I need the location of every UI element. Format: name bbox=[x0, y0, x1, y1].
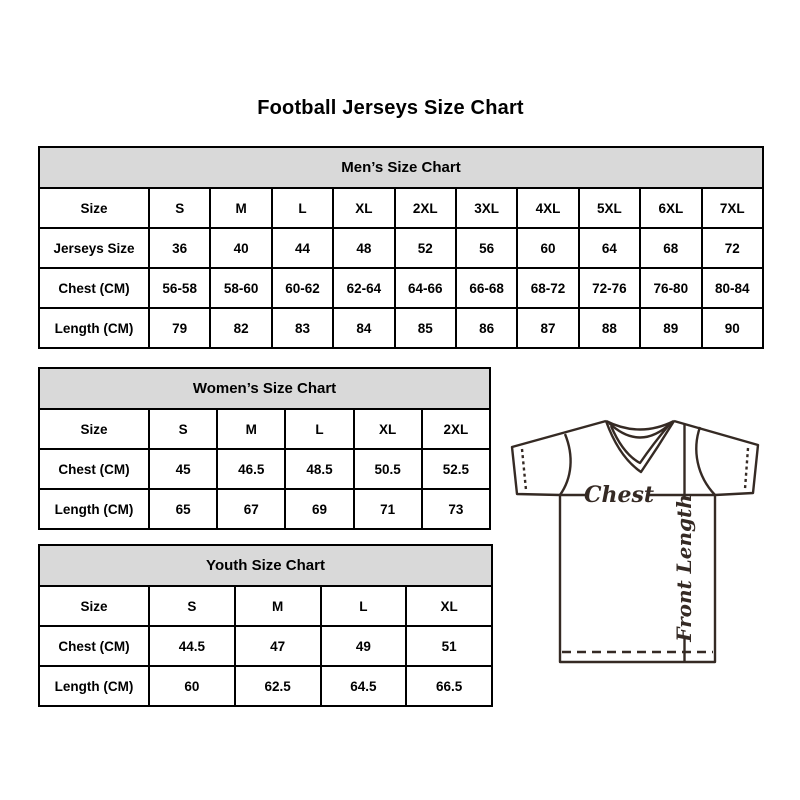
mens-table-title: Men’s Size Chart bbox=[39, 147, 763, 188]
youth-size-table bbox=[38, 544, 493, 707]
row-label: Size bbox=[39, 586, 149, 626]
left-armhole-seam bbox=[560, 434, 571, 495]
table-row bbox=[39, 666, 492, 706]
column-header: S bbox=[149, 188, 210, 228]
table-cell: 64-66 bbox=[395, 268, 456, 308]
table-cell: 60 bbox=[149, 666, 235, 706]
table-cell: 83 bbox=[272, 308, 333, 348]
row-label: Chest (CM) bbox=[39, 449, 149, 489]
table-cell: 65 bbox=[149, 489, 217, 529]
row-label: Length (CM) bbox=[39, 308, 149, 348]
column-header: XL bbox=[333, 188, 394, 228]
table-cell: 56 bbox=[456, 228, 517, 268]
column-header: 3XL bbox=[456, 188, 517, 228]
table-cell: 46.5 bbox=[217, 449, 285, 489]
column-header: L bbox=[272, 188, 333, 228]
chest-label: Chest bbox=[583, 482, 655, 508]
column-header: 2XL bbox=[395, 188, 456, 228]
table-row bbox=[39, 449, 490, 489]
left-cuff-stitch-line bbox=[522, 449, 526, 490]
table-cell: 36 bbox=[149, 228, 210, 268]
table-cell: 89 bbox=[640, 308, 701, 348]
table-cell: 49 bbox=[321, 626, 407, 666]
table-row bbox=[39, 626, 492, 666]
table-row bbox=[39, 489, 490, 529]
table-cell: 84 bbox=[333, 308, 394, 348]
column-header: 7XL bbox=[702, 188, 763, 228]
table-cell: 52.5 bbox=[422, 449, 490, 489]
column-header: M bbox=[235, 586, 321, 626]
jersey-outline bbox=[512, 421, 758, 662]
table-cell: 80-84 bbox=[702, 268, 763, 308]
front-length-label: Front Length bbox=[672, 494, 696, 642]
table-cell: 85 bbox=[395, 308, 456, 348]
table-cell: 51 bbox=[406, 626, 492, 666]
table-cell: 48 bbox=[333, 228, 394, 268]
row-label: Chest (CM) bbox=[39, 268, 149, 308]
table-cell: 64 bbox=[579, 228, 640, 268]
table-cell: 47 bbox=[235, 626, 321, 666]
table-cell: 62.5 bbox=[235, 666, 321, 706]
column-header: 6XL bbox=[640, 188, 701, 228]
table-cell: 60 bbox=[517, 228, 578, 268]
table-cell: 76-80 bbox=[640, 268, 701, 308]
table-row bbox=[39, 228, 763, 268]
table-cell: 72 bbox=[702, 228, 763, 268]
column-header: 5XL bbox=[579, 188, 640, 228]
row-label: Size bbox=[39, 409, 149, 449]
table-cell: 48.5 bbox=[285, 449, 353, 489]
table-cell: 72-76 bbox=[579, 268, 640, 308]
table-cell: 60-62 bbox=[272, 268, 333, 308]
table-cell: 86 bbox=[456, 308, 517, 348]
column-header: L bbox=[321, 586, 407, 626]
column-header: 4XL bbox=[517, 188, 578, 228]
row-label: Length (CM) bbox=[39, 489, 149, 529]
table-row bbox=[39, 188, 763, 228]
table-cell: 79 bbox=[149, 308, 210, 348]
jersey-measurement-diagram bbox=[490, 400, 770, 685]
table-cell: 71 bbox=[354, 489, 422, 529]
table-cell: 88 bbox=[579, 308, 640, 348]
table-header-row bbox=[39, 147, 763, 188]
table-cell: 90 bbox=[702, 308, 763, 348]
table-cell: 73 bbox=[422, 489, 490, 529]
row-label: Size bbox=[39, 188, 149, 228]
column-header: 2XL bbox=[422, 409, 490, 449]
womens-size-table bbox=[38, 367, 491, 530]
column-header: M bbox=[217, 409, 285, 449]
table-row bbox=[39, 586, 492, 626]
table-cell: 50.5 bbox=[354, 449, 422, 489]
table-header-row bbox=[39, 368, 490, 409]
page-title: Football Jerseys Size Chart bbox=[257, 97, 524, 119]
column-header: XL bbox=[406, 586, 492, 626]
mens-size-table bbox=[38, 146, 764, 349]
table-cell: 56-58 bbox=[149, 268, 210, 308]
table-cell: 44 bbox=[272, 228, 333, 268]
table-row bbox=[39, 268, 763, 308]
table-cell: 66.5 bbox=[406, 666, 492, 706]
table-row bbox=[39, 308, 763, 348]
table-cell: 66-68 bbox=[456, 268, 517, 308]
table-cell: 44.5 bbox=[149, 626, 235, 666]
right-armhole-seam bbox=[696, 427, 715, 495]
youth-table-title: Youth Size Chart bbox=[39, 545, 492, 586]
column-header: S bbox=[149, 586, 235, 626]
table-cell: 87 bbox=[517, 308, 578, 348]
row-label: Length (CM) bbox=[39, 666, 149, 706]
table-cell: 82 bbox=[210, 308, 271, 348]
table-cell: 68-72 bbox=[517, 268, 578, 308]
womens-table-title: Women’s Size Chart bbox=[39, 368, 490, 409]
column-header: XL bbox=[354, 409, 422, 449]
table-cell: 45 bbox=[149, 449, 217, 489]
row-label: Chest (CM) bbox=[39, 626, 149, 666]
right-cuff-stitch-line bbox=[745, 448, 748, 489]
table-cell: 69 bbox=[285, 489, 353, 529]
table-cell: 52 bbox=[395, 228, 456, 268]
table-cell: 62-64 bbox=[333, 268, 394, 308]
column-header: M bbox=[210, 188, 271, 228]
column-header: L bbox=[285, 409, 353, 449]
table-row bbox=[39, 409, 490, 449]
row-label: Jerseys Size bbox=[39, 228, 149, 268]
table-cell: 40 bbox=[210, 228, 271, 268]
column-header: S bbox=[149, 409, 217, 449]
table-cell: 68 bbox=[640, 228, 701, 268]
table-cell: 58-60 bbox=[210, 268, 271, 308]
table-cell: 67 bbox=[217, 489, 285, 529]
table-cell: 64.5 bbox=[321, 666, 407, 706]
table-header-row bbox=[39, 545, 492, 586]
